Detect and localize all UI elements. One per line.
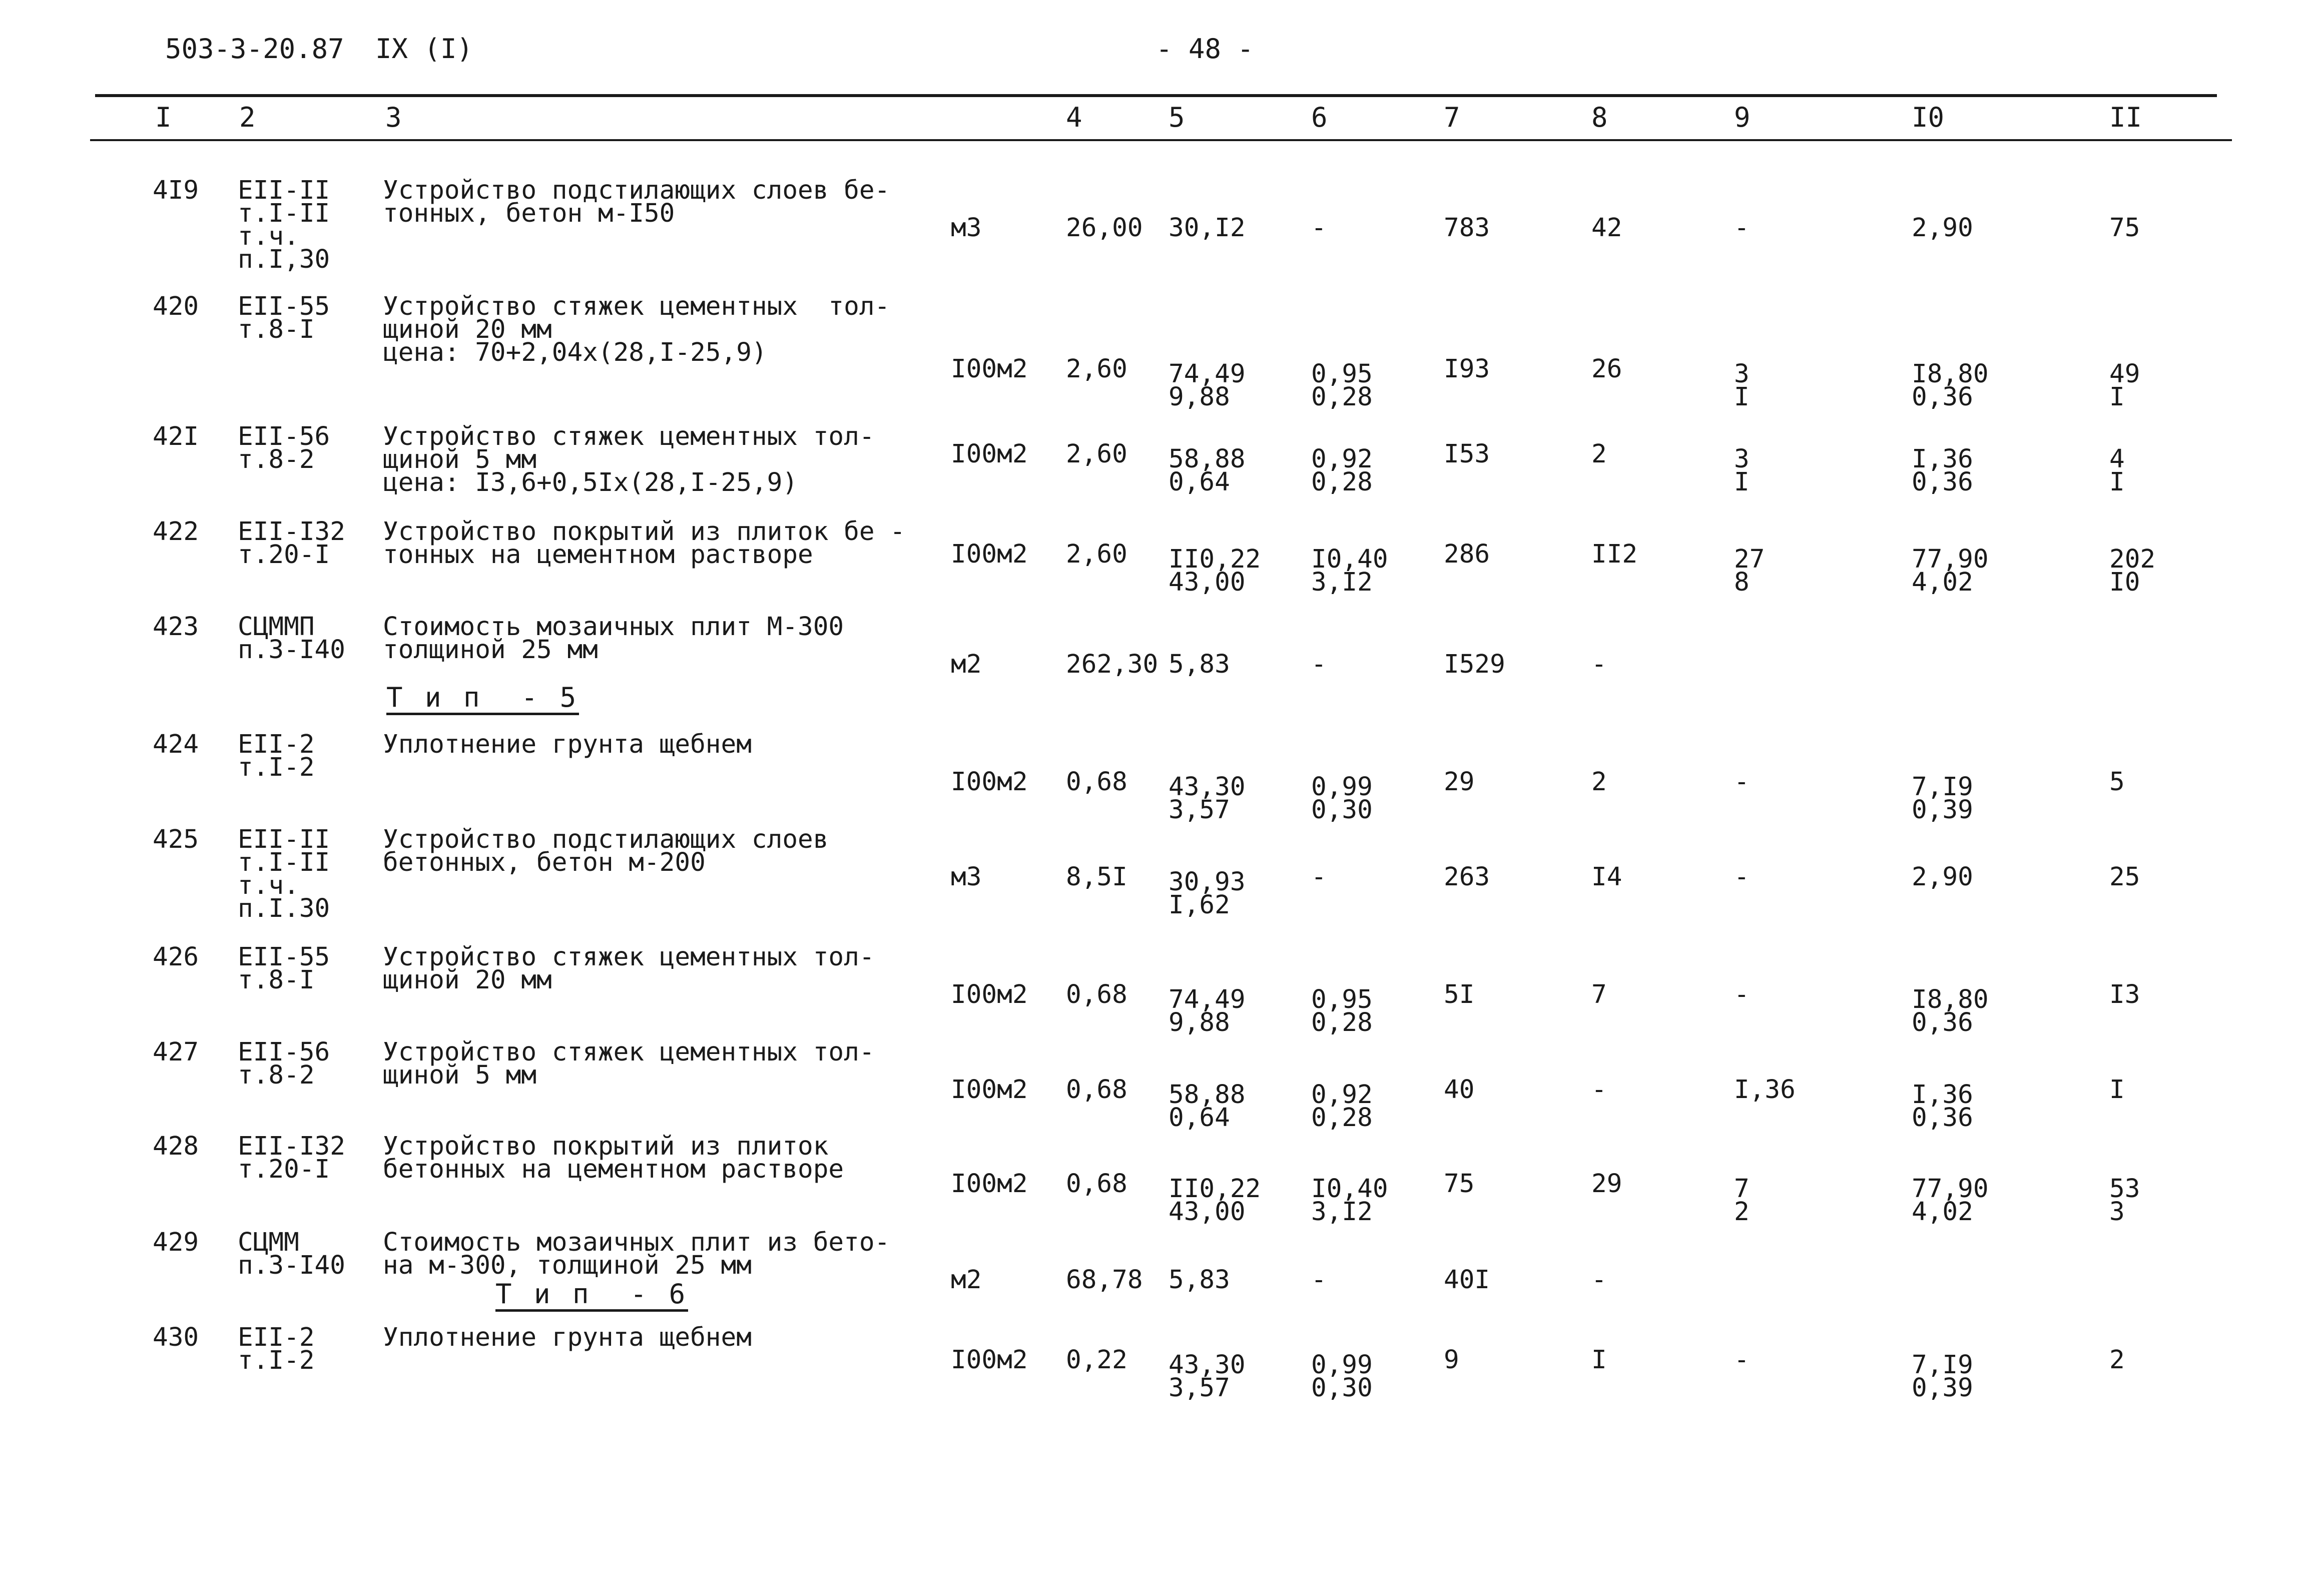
rate-code: EII-2 [238, 730, 315, 759]
cell-c7: 29 [1444, 767, 1475, 797]
rate-code: EII-55 [238, 292, 330, 321]
section-title-type-6: Т и п - 6 [495, 1280, 688, 1312]
quantity: 0,68 [1066, 980, 1127, 1009]
quantity: 0,22 [1066, 1345, 1127, 1375]
cell-c10: 0,36 [1912, 382, 1973, 412]
quantity: 8,5I [1066, 862, 1127, 892]
unit: I00м2 [951, 354, 1028, 384]
cell-c8: - [1591, 1265, 1607, 1295]
cell-c10: 77,90 [1912, 1174, 1989, 1204]
work-description: Устройство покрытий из плиток бе - [383, 517, 905, 547]
cell-c8: 2 [1591, 767, 1607, 797]
quantity: 2,60 [1066, 540, 1127, 569]
rate-code: EII-II [238, 176, 330, 205]
cell-c9: 7 [1734, 1174, 1750, 1204]
work-description: Устройство подстилающих слоев [383, 825, 829, 854]
cell-c11: I0 [2109, 568, 2140, 597]
column-header-11: II [2109, 102, 2142, 133]
work-description: Устройство стяжек цементных тол- [383, 942, 875, 972]
rate-code: т.20-I [238, 1155, 330, 1184]
cell-c9: I [1734, 467, 1750, 497]
rate-code: т.8-I [238, 965, 315, 995]
cell-c10: I8,80 [1912, 985, 1989, 1014]
cell-c7: 40 [1444, 1075, 1475, 1105]
work-description: Устройство стяжек цементных тол- [383, 292, 890, 321]
cell-c11: I [2109, 382, 2125, 412]
work-description: Уплотнение грунта щебнем [383, 1323, 752, 1352]
cell-c6: - [1311, 650, 1327, 679]
cell-c9: 2 [1734, 1197, 1750, 1227]
work-description: Устройство стяжек цементных тол- [383, 1037, 875, 1067]
rate-code: п.I,30 [238, 245, 330, 274]
cell-c5: 9,88 [1169, 1008, 1230, 1037]
cell-c5: 3,57 [1169, 795, 1230, 825]
row-number: 42I [153, 422, 199, 451]
cell-c11: 25 [2109, 862, 2140, 892]
cell-c7: 40I [1444, 1265, 1490, 1295]
row-number: 425 [153, 825, 199, 854]
row-number: 427 [153, 1037, 199, 1067]
rate-code: т.I-II [238, 848, 330, 877]
unit: м3 [951, 213, 982, 243]
quantity: 0,68 [1066, 767, 1127, 797]
sheet-label: IX (I) [375, 33, 473, 65]
rate-code: т.8-2 [238, 445, 315, 474]
cell-c10: 0,36 [1912, 467, 1973, 497]
rate-code: т.I-2 [238, 753, 315, 782]
cell-c11: 3 [2109, 1197, 2125, 1227]
cell-c9: I,36 [1734, 1075, 1796, 1105]
cell-c6: I0,40 [1311, 1174, 1388, 1204]
cell-c11: 4 [2109, 444, 2125, 474]
rate-code: п.I.30 [238, 894, 330, 923]
row-number: 426 [153, 942, 199, 972]
quantity: 262,30 [1066, 650, 1159, 679]
work-description: щиной 20 мм [383, 315, 552, 344]
column-header-2: 2 [239, 102, 256, 133]
work-description: тонных, бетон м-I50 [383, 199, 675, 228]
unit: I00м2 [951, 540, 1028, 569]
cell-c9: 3 [1734, 444, 1750, 474]
quantity: 68,78 [1066, 1265, 1143, 1295]
cell-c6: 0,95 [1311, 985, 1373, 1014]
cell-c11: 53 [2109, 1174, 2140, 1204]
column-header-3: 3 [385, 102, 402, 133]
rate-code: т.8-I [238, 315, 315, 344]
cell-c5: 5,83 [1169, 1265, 1230, 1295]
column-header-9: 9 [1734, 102, 1751, 133]
rate-code: т.I-II [238, 199, 330, 228]
cell-c8: I4 [1591, 862, 1622, 892]
unit: м3 [951, 862, 982, 892]
cell-c7: I93 [1444, 354, 1490, 384]
cell-c5: II0,22 [1169, 1174, 1261, 1204]
rate-code: СЦММП [238, 612, 315, 642]
cell-c6: 0,28 [1311, 467, 1373, 497]
cell-c11: 2 [2109, 1345, 2125, 1375]
cell-c7: I529 [1444, 650, 1505, 679]
cell-c10: 0,39 [1912, 1373, 1973, 1403]
cell-c6: 0,28 [1311, 382, 1373, 412]
cell-c6: - [1311, 1265, 1327, 1295]
cell-c5: 58,88 [1169, 444, 1246, 474]
work-description: Устройство покрытий из плиток [383, 1132, 829, 1161]
cell-c7: 9 [1444, 1345, 1459, 1375]
rate-code: т.20-I [238, 540, 330, 570]
column-header-4: 4 [1066, 102, 1082, 133]
cell-c7: 286 [1444, 540, 1490, 569]
column-header-6: 6 [1311, 102, 1328, 133]
work-description: толщиной 25 мм [383, 635, 598, 665]
quantity: 0,68 [1066, 1169, 1127, 1199]
row-number: 4I9 [153, 176, 199, 205]
cell-c9: - [1734, 213, 1750, 243]
cell-c5: II0,22 [1169, 545, 1261, 574]
cell-c7: 5I [1444, 980, 1475, 1009]
cell-c5: 58,88 [1169, 1080, 1246, 1110]
cell-c5: 74,49 [1169, 359, 1246, 389]
cell-c10: 2,90 [1912, 862, 1973, 892]
cell-c9: I [1734, 382, 1750, 412]
cell-c10: 0,36 [1912, 1008, 1973, 1037]
work-description: щиной 5 мм [383, 445, 537, 474]
cell-c6: 0,92 [1311, 444, 1373, 474]
work-description: тонных на цементном растворе [383, 540, 813, 570]
section-title-type-5: Т и п - 5 [386, 684, 579, 715]
unit: I00м2 [951, 439, 1028, 469]
cell-c5: 9,88 [1169, 382, 1230, 412]
cell-c5: 5,83 [1169, 650, 1230, 679]
cell-c5: 43,00 [1169, 1197, 1246, 1227]
cell-c6: 0,99 [1311, 772, 1373, 802]
cell-c10: I8,80 [1912, 359, 1989, 389]
unit: I00м2 [951, 1345, 1028, 1375]
cell-c8: I [1591, 1345, 1607, 1375]
column-header-8: 8 [1591, 102, 1608, 133]
cell-c11: I [2109, 467, 2125, 497]
row-number: 424 [153, 730, 199, 759]
cell-c11: 49 [2109, 359, 2140, 389]
cell-c8: 26 [1591, 354, 1622, 384]
cell-c8: 7 [1591, 980, 1607, 1009]
cell-c6: 0,28 [1311, 1008, 1373, 1037]
unit: I00м2 [951, 1075, 1028, 1105]
cell-c6: - [1311, 862, 1327, 892]
cell-c6: 0,92 [1311, 1080, 1373, 1110]
rate-code: т.ч. [238, 871, 299, 900]
rate-code: EII-I32 [238, 1132, 345, 1161]
header-rule [90, 139, 2232, 141]
work-description: бетонных, бетон м-200 [383, 848, 706, 877]
cell-c6: I0,40 [1311, 545, 1388, 574]
rate-code: т.ч. [238, 222, 299, 251]
cell-c6: 0,99 [1311, 1350, 1373, 1380]
cell-c6: 0,95 [1311, 359, 1373, 389]
cell-c8: 42 [1591, 213, 1622, 243]
table-row [0, 0, 2305, 1]
cell-c10: 4,02 [1912, 568, 1973, 597]
unit: I00м2 [951, 1169, 1028, 1199]
cell-c9: 8 [1734, 568, 1750, 597]
cell-c5: 43,30 [1169, 1350, 1246, 1380]
cell-c10: 77,90 [1912, 545, 1989, 574]
row-number: 430 [153, 1323, 199, 1352]
rate-code: п.3-I40 [238, 635, 345, 665]
cell-c10: 0,36 [1912, 1103, 1973, 1133]
column-header-1: I [155, 102, 172, 133]
work-description: бетонных на цементном растворе [383, 1155, 844, 1184]
cell-c5: 30,I2 [1169, 213, 1246, 243]
row-number: 420 [153, 292, 199, 321]
column-header-7: 7 [1444, 102, 1460, 133]
rate-code: EII-I32 [238, 517, 345, 547]
rate-code: EII-2 [238, 1323, 315, 1352]
work-description: цена: 70+2,04х(28,I-25,9) [383, 338, 767, 367]
rate-code: п.3-I40 [238, 1251, 345, 1280]
work-description: Стоимость мозаичных плит М-300 [383, 612, 844, 642]
cell-c6: 3,I2 [1311, 568, 1373, 597]
cell-c5: 0,64 [1169, 467, 1230, 497]
cell-c7: 783 [1444, 213, 1490, 243]
cell-c8: 29 [1591, 1169, 1622, 1199]
work-description: Устройство подстилающих слоев бе- [383, 176, 890, 205]
cell-c7: 263 [1444, 862, 1490, 892]
work-description: Уплотнение грунта щебнем [383, 730, 752, 759]
cell-c9: 3 [1734, 359, 1750, 389]
rate-code: т.I-2 [238, 1346, 315, 1375]
doc-code: 503-3-20.87 [165, 33, 344, 65]
cell-c6: 0,28 [1311, 1103, 1373, 1133]
cell-c5: 43,30 [1169, 772, 1246, 802]
rate-code: EII-56 [238, 422, 330, 451]
cell-c8: - [1591, 1075, 1607, 1105]
quantity: 0,68 [1066, 1075, 1127, 1105]
work-description: Устройство стяжек цементных тол- [383, 422, 875, 451]
cell-c7: I53 [1444, 439, 1490, 469]
unit: м2 [951, 1265, 982, 1295]
cell-c11: 5 [2109, 767, 2125, 797]
cell-c10: I,36 [1912, 1080, 1973, 1110]
column-header-10: I0 [1912, 102, 1945, 133]
page-number: - 48 - [1156, 33, 1254, 65]
work-description: цена: I3,6+0,5Iх(28,I-25,9) [383, 468, 798, 497]
cell-c10: 2,90 [1912, 213, 1973, 243]
row-number: 422 [153, 517, 199, 547]
cell-c11: 202 [2109, 545, 2156, 574]
cell-c9: - [1734, 767, 1750, 797]
cell-c5: 74,49 [1169, 985, 1246, 1014]
quantity: 2,60 [1066, 439, 1127, 469]
cell-c7: 75 [1444, 1169, 1475, 1199]
unit: м2 [951, 650, 982, 679]
cell-c10: I,36 [1912, 444, 1973, 474]
row-number: 428 [153, 1132, 199, 1161]
cell-c9: - [1734, 980, 1750, 1009]
cell-c9: - [1734, 862, 1750, 892]
cell-c5: 43,00 [1169, 568, 1246, 597]
column-header-5: 5 [1169, 102, 1185, 133]
cell-c9: - [1734, 1345, 1750, 1375]
rate-code: EII-56 [238, 1037, 330, 1067]
row-number: 429 [153, 1228, 199, 1257]
cell-c5: 30,93 [1169, 867, 1246, 897]
cell-c5: 3,57 [1169, 1373, 1230, 1403]
cell-c6: 0,30 [1311, 795, 1373, 825]
work-description: щиной 20 мм [383, 965, 552, 995]
cell-c8: 2 [1591, 439, 1607, 469]
work-description: на м-300, толщиной 25 мм [383, 1251, 752, 1280]
cell-c6: 0,30 [1311, 1373, 1373, 1403]
cell-c5: I,62 [1169, 890, 1230, 920]
unit: I00м2 [951, 980, 1028, 1009]
unit: I00м2 [951, 767, 1028, 797]
rate-code: EII-55 [238, 942, 330, 972]
cell-c11: I3 [2109, 980, 2140, 1009]
row-number: 423 [153, 612, 199, 642]
cell-c8: II2 [1591, 540, 1638, 569]
top-rule [95, 94, 2217, 97]
cell-c10: 4,02 [1912, 1197, 1973, 1227]
rate-code: EII-II [238, 825, 330, 854]
cell-c10: 7,I9 [1912, 772, 1973, 802]
cell-c10: 7,I9 [1912, 1350, 1973, 1380]
quantity: 2,60 [1066, 354, 1127, 384]
cell-c5: 0,64 [1169, 1103, 1230, 1133]
work-description: щиной 5 мм [383, 1060, 537, 1090]
rate-code: СЦММ [238, 1228, 299, 1257]
cell-c6: 3,I2 [1311, 1197, 1373, 1227]
cell-c11: 75 [2109, 213, 2140, 243]
quantity: 26,00 [1066, 213, 1143, 243]
cell-c8: - [1591, 650, 1607, 679]
cell-c6: - [1311, 213, 1327, 243]
cell-c9: 27 [1734, 545, 1765, 574]
work-description: Стоимость мозаичных плит из бето- [383, 1228, 890, 1257]
rate-code: т.8-2 [238, 1060, 315, 1090]
cell-c11: I [2109, 1075, 2125, 1105]
cell-c10: 0,39 [1912, 795, 1973, 825]
